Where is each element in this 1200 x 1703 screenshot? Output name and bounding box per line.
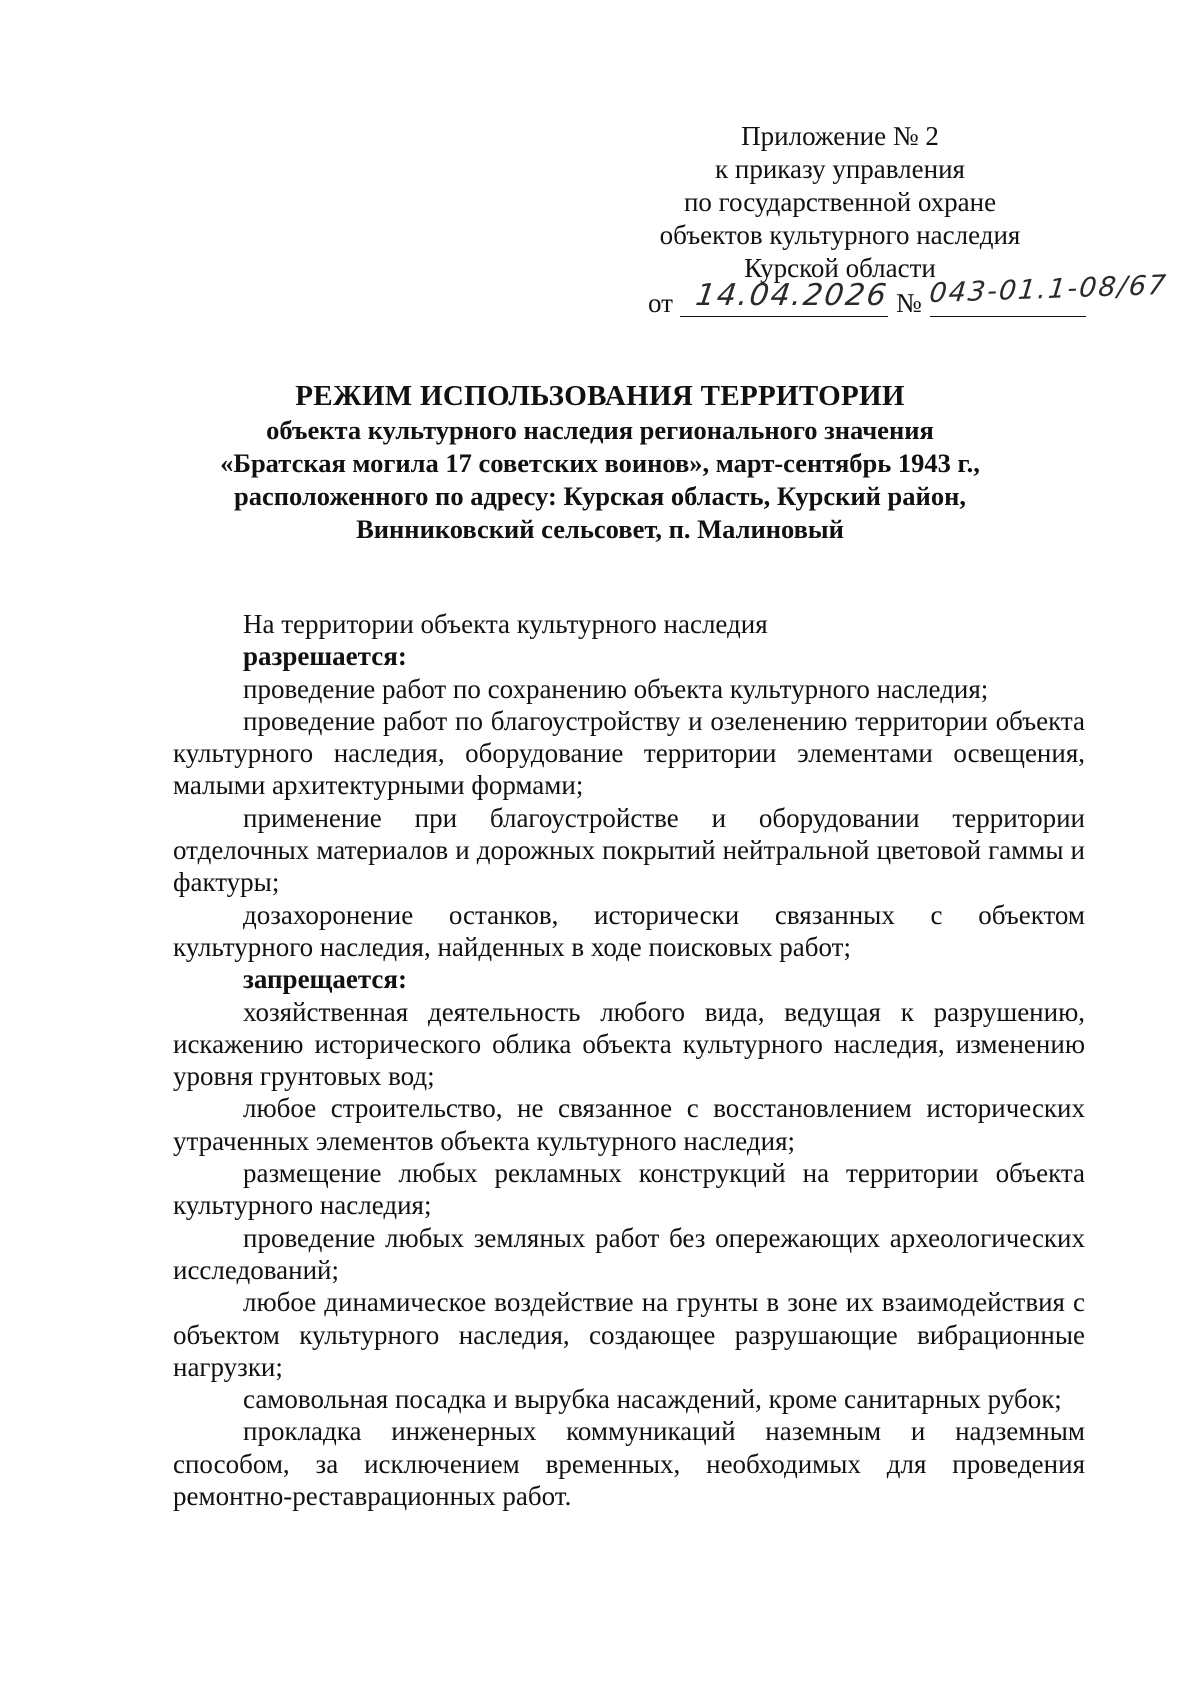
allowed-item: дозахоронение останков, исторически связанных с объектом культурного наследия, найденных в ходе поисковых работ;	[173, 899, 1085, 962]
allowed-item: проведение работ по благоустройству и озеленению территории объекта культурного наследия, оборудование территории элементами освещения, малыми архитектурными формами;	[173, 705, 1085, 801]
appendix-header	[640, 120, 1040, 285]
forbidden-item: прокладка инженерных коммуникаций наземным и надземным способом, за исключением временных, необходимых для проведения ремонтно-реставрационных работ.	[173, 1416, 1085, 1512]
date-underline	[680, 316, 888, 317]
forbidden-item: хозяйственная деятельность любого вида, ведущая к разрушению, искажению исторического облика объекта культурного наследия, изменению уровня грунтовых вод;	[173, 996, 1085, 1092]
forbidden-item: проведение любых земляных работ без опережающих археологических исследований;	[173, 1222, 1085, 1285]
body-intro: На территории объекта культурного наследия	[243, 609, 768, 639]
handwritten-number: 043-01.1-08/67	[927, 269, 1170, 310]
appendix-line: к приказу управления	[715, 154, 965, 184]
forbidden-item: самовольная посадка и вырубка насаждений, кроме санитарных рубок;	[243, 1384, 1062, 1415]
forbidden-item: любое динамическое воздействие на грунты в зоне их взаимодействия с объектом культурного наследия, создающее разрушающие вибрационные нагрузки;	[173, 1287, 1085, 1382]
number-underline	[930, 316, 1086, 317]
title-sub-line: объекта культурного наследия регионального значения	[266, 415, 934, 445]
title-main: РЕЖИМ ИСПОЛЬЗОВАНИЯ ТЕРРИТОРИИ	[295, 380, 905, 412]
appendix-line: по государственной охране	[683, 187, 997, 217]
title-sub-line: Винниковский сельсовет, п. Малиновый	[356, 514, 844, 544]
allowed-label: разрешается:	[243, 641, 407, 672]
date-prefix: от	[648, 288, 673, 318]
number-prefix: №	[896, 288, 922, 318]
forbidden-item: любое строительство, не связанное с восстановлением исторических утраченных элементов объекта культурного наследия;	[173, 1093, 1085, 1156]
allowed-item: применение при благоустройстве и оборудовании территории отделочных материалов и дорожных покрытий нейтральной цветовой гаммы и фактуры;	[173, 802, 1085, 898]
allowed-item: проведение работ по сохранению объекта культурного наследия;	[243, 673, 989, 704]
forbidden-label: запрещается:	[243, 964, 408, 995]
appendix-line: Курской области	[744, 253, 936, 283]
order-reference	[648, 269, 1170, 326]
appendix-line: Приложение № 2	[741, 121, 939, 151]
title-sub-line: «Братская могила 17 советских воинов», март-сентябрь 1943 г.,	[220, 448, 980, 478]
document-title	[100, 378, 1100, 546]
appendix-line: объектов культурного наследия	[659, 220, 1021, 250]
document-body	[173, 608, 1085, 1512]
title-sub-line: расположенного по адресу: Курская область, Курский район,	[234, 481, 966, 511]
forbidden-item: размещение любых рекламных конструкций на территории объекта культурного наследия;	[173, 1158, 1085, 1221]
handwritten-date: 14.04.2026	[693, 278, 891, 313]
